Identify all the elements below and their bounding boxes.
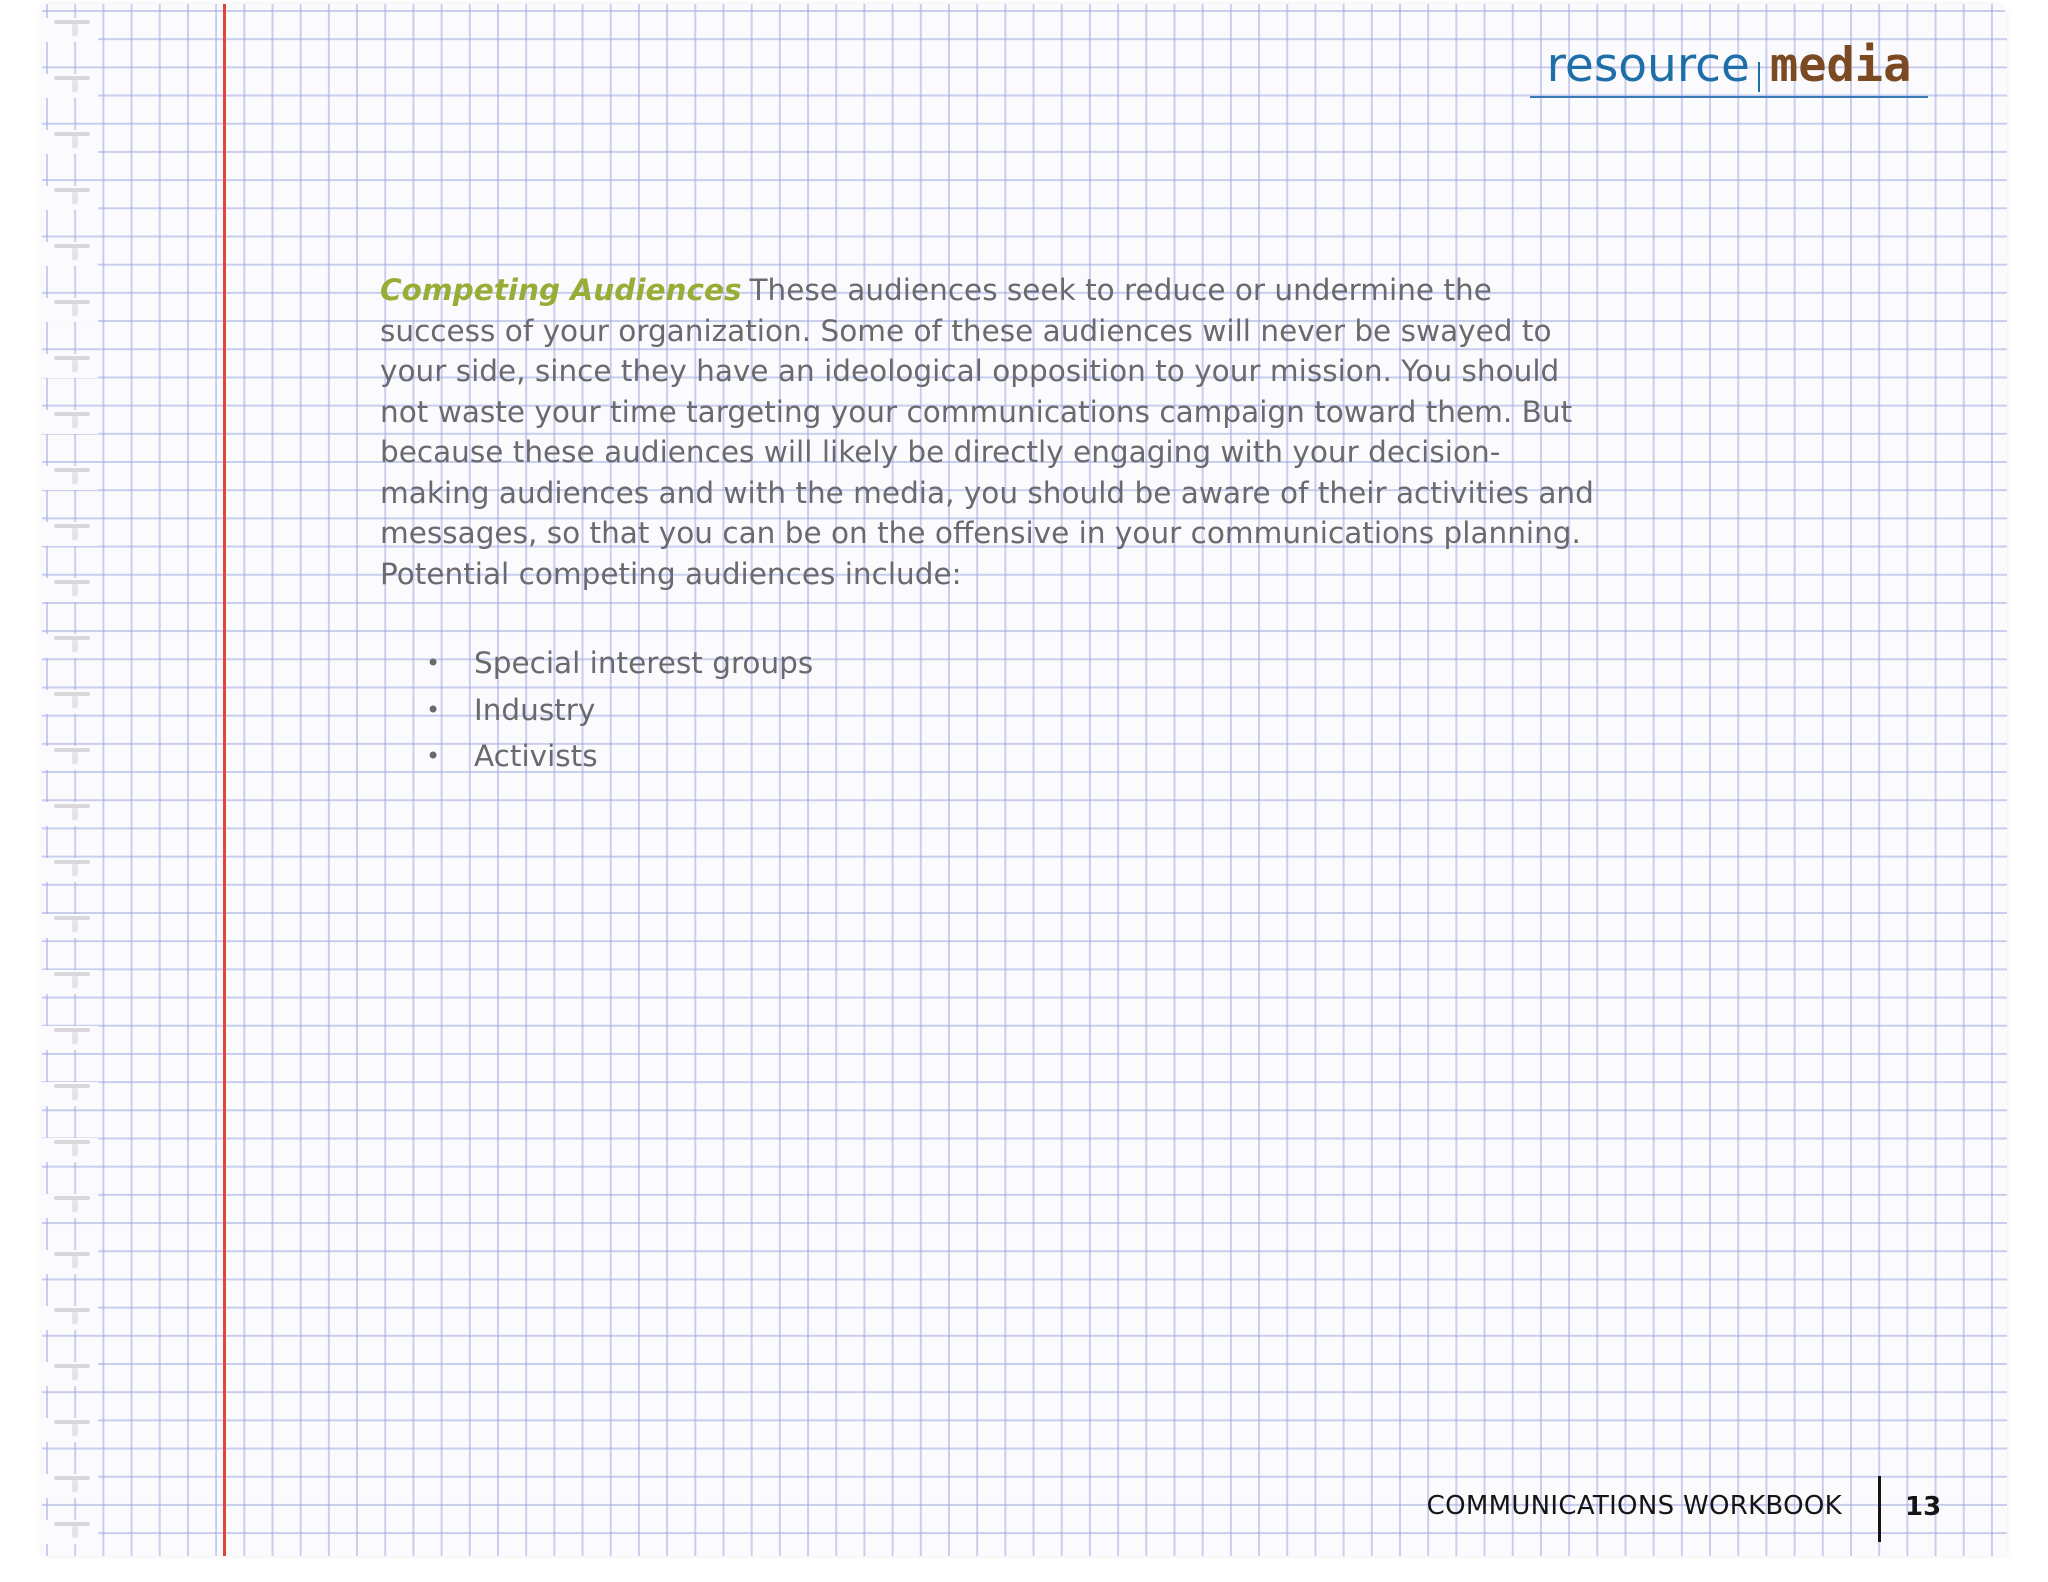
- bullet-icon: •: [426, 695, 441, 724]
- logo-divider: [1758, 62, 1760, 92]
- list-item: [380, 687, 1600, 734]
- perforation-hole: [40, 1474, 98, 1498]
- list-item: [380, 733, 1600, 780]
- perforation-hole: [40, 1362, 98, 1386]
- perforation-hole: [40, 1520, 98, 1544]
- perforation-hole: [40, 578, 98, 602]
- list-item-text: Industry: [474, 692, 596, 727]
- perforation-hole: [40, 130, 98, 154]
- list-item-text: Special interest groups: [474, 646, 814, 680]
- list-item-text: Activists: [474, 739, 598, 773]
- perforation-hole: [40, 466, 98, 490]
- section-body-text: These audiences seek to reduce or undermine the success of your organization. Some of these audiences will never be swayed to your side, since they have an ideological opposition to your mission. You should not waste your time targeting your communications campaign toward them. But because these audiences will likely be directly engaging with your decision-making audiences and with the media, you should be aware of their activities and messages, so that you can be on the offensive in your communications planning. Potential competing audiences include:: [380, 273, 1594, 591]
- perforation-hole: [40, 802, 98, 826]
- perforation-hole: [40, 522, 98, 546]
- red-margin-line: [223, 4, 226, 1556]
- spiral-perforations: [0, 0, 110, 1582]
- perforation-hole: [40, 634, 98, 658]
- graph-paper-sheet: [42, 4, 2007, 1556]
- section-paragraph: [380, 270, 1600, 594]
- perforation-hole: [40, 74, 98, 98]
- perforation-hole: [40, 914, 98, 938]
- bullet-icon: •: [426, 649, 441, 677]
- footer-divider: [1878, 1476, 1881, 1542]
- perforation-hole: [40, 1082, 98, 1106]
- perforation-hole: [40, 1138, 98, 1162]
- perforation-hole: [40, 410, 98, 434]
- perforation-hole: [40, 186, 98, 210]
- perforation-hole: [40, 746, 98, 770]
- perforation-hole: [40, 858, 98, 882]
- perforation-hole: [40, 1250, 98, 1274]
- perforation-hole: [40, 1194, 98, 1218]
- perforation-hole: [40, 354, 98, 378]
- perforation-hole: [40, 242, 98, 266]
- bullet-icon: •: [426, 742, 441, 770]
- section-heading: Competing Audiences: [380, 273, 742, 307]
- logo-text-resource: resource: [1546, 38, 1750, 93]
- page-number: 13: [1905, 1492, 1942, 1522]
- perforation-hole: [40, 1418, 98, 1442]
- perforation-hole: [40, 1026, 98, 1050]
- perforation-hole: [40, 298, 98, 322]
- perforation-hole: [40, 18, 98, 42]
- perforation-hole: [40, 1306, 98, 1330]
- section-content: [380, 270, 1600, 780]
- list-item: [380, 640, 1600, 687]
- logo-text-media: media: [1769, 38, 1912, 93]
- footer-title: COMMUNICATIONS WORKBOOK: [1426, 1491, 1842, 1521]
- bullet-list: [380, 640, 1600, 780]
- resource-media-logo: [1530, 40, 1928, 98]
- page-footer: [1420, 1476, 1940, 1542]
- perforation-hole: [40, 690, 98, 714]
- perforation-hole: [40, 970, 98, 994]
